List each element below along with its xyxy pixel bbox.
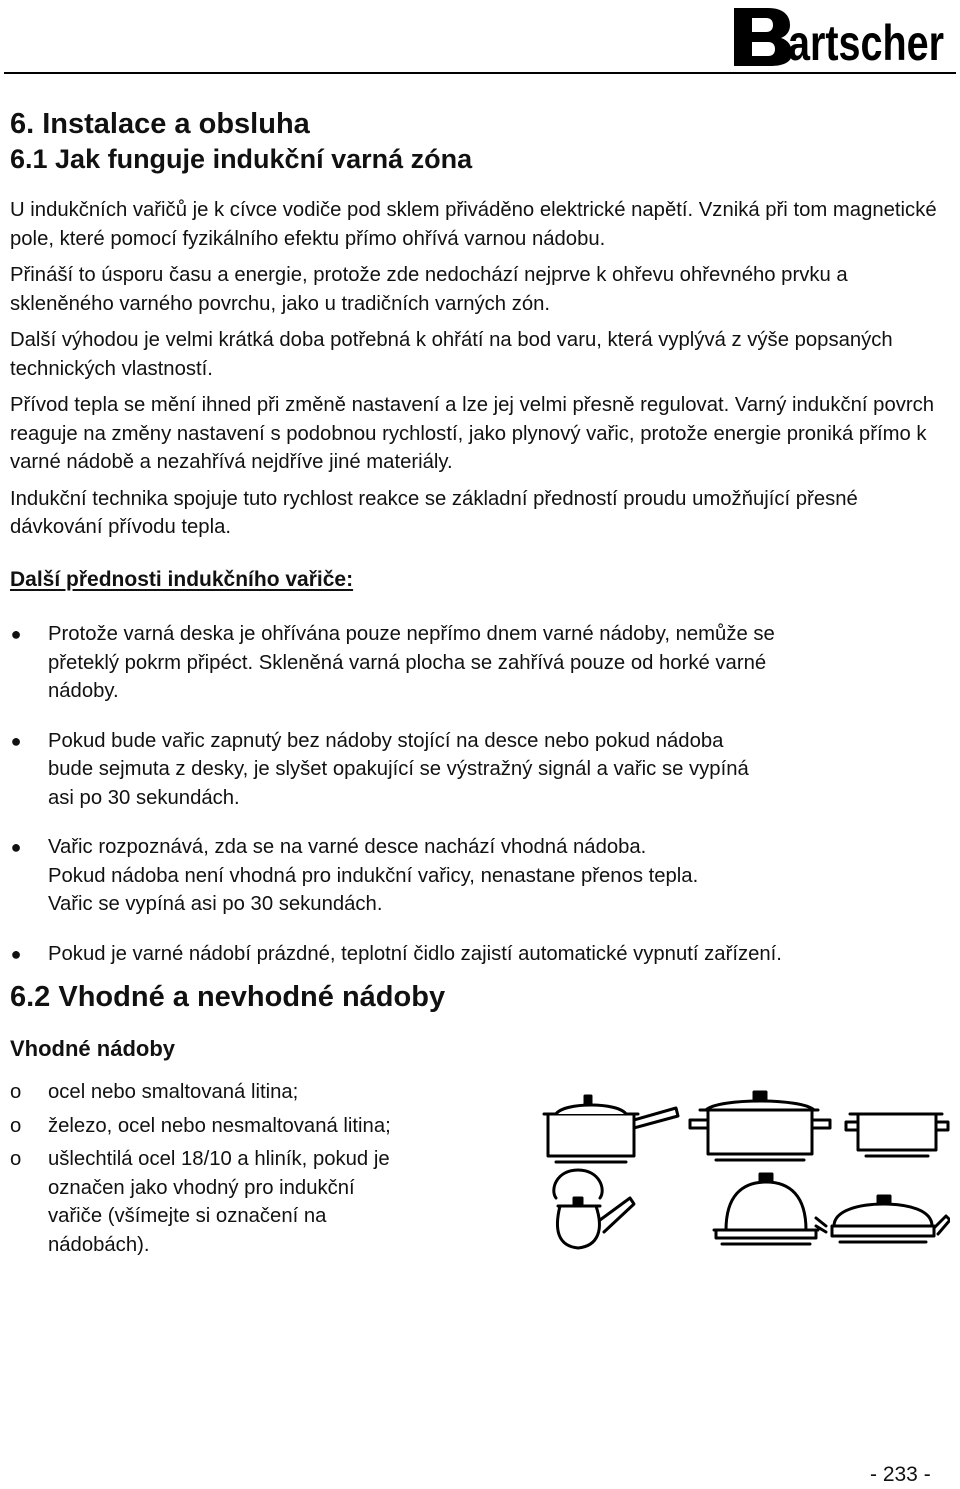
line: Vařic se vypíná asi po 30 sekundách.	[48, 893, 383, 915]
advantages-heading: Další přednosti indukčního vařiče:	[10, 568, 354, 591]
intro-text	[10, 196, 950, 550]
paragraph: Přívod tepla se mění ihned při změně nastavení a lze jej velmi přesně regulovat. Varný indukční povrch reaguje na změny nastavení s podobnou rychlostí, jako plynový vařic, protože energie proniká přímo k varné nádobě a nezahřívá nejdříve jiné materiály.	[10, 394, 935, 473]
roasting-pan-icon	[846, 1114, 948, 1156]
section-subtitle: 6.1 Jak funguje indukční varná zóna	[10, 144, 473, 174]
svg-text:artscher: artscher	[788, 15, 944, 66]
line: ušlechtilá ocel 18/10 a hliník, pokud je	[48, 1148, 390, 1170]
paragraph: U indukčních vařičů je k cívce vodiče pod sklem přiváděno elektrické napětí. Vzniká při tom magnetické pole, které pomocí fyzikálního efektu přímo ohřívá varnou nádobu.	[10, 199, 937, 250]
saucepan-icon	[544, 1096, 678, 1162]
section2-title: 6.2 Vhodné a nevhodné nádoby	[10, 981, 446, 1013]
paragraph: Indukční technika spojuje tuto rychlost reakce se základní předností proudu umožňující přesné dávkování přívodu tepla.	[10, 487, 858, 538]
bullet-icon: ●	[10, 624, 22, 644]
line: nádoby.	[48, 680, 119, 702]
line: nádobách).	[48, 1233, 150, 1256]
pot-icon	[690, 1092, 830, 1160]
line: Protože varná deska je ohřívána pouze nepřímo dnem varné nádoby, nemůže se	[48, 623, 775, 645]
line: přeteklý pokrm připéct. Skleněná varná plocha se zahřívá pouze od horké varné	[48, 651, 767, 674]
suitable-heading: Vhodné nádoby	[10, 1036, 175, 1061]
circle-bullet-icon: o	[10, 1114, 22, 1137]
advantages-list	[10, 620, 950, 989]
line: Pokud je varné nádobí prázdné, teplotní čidlo zajistí automatické vypnutí zařízení.	[48, 942, 782, 965]
list-item	[10, 1112, 470, 1141]
bullet-icon: ●	[10, 943, 22, 964]
circle-bullet-icon: o	[10, 1081, 22, 1103]
bullet-icon: ●	[10, 730, 22, 751]
bartscher-logo	[728, 4, 946, 66]
suitable-list	[10, 1078, 470, 1264]
list-item	[10, 1145, 470, 1259]
bullet-icon: ●	[10, 837, 22, 857]
line: označen jako vhodný pro indukční	[48, 1176, 355, 1199]
line: asi po 30 sekundách.	[48, 786, 240, 809]
covered-dish-icon	[714, 1174, 818, 1244]
line: bude sejmuta z desky, je slyšet opakující se výstražný signál a vařic se vypíná	[48, 758, 749, 780]
list-item	[10, 620, 950, 706]
list-item	[10, 940, 950, 969]
cookware-illustration	[530, 1070, 950, 1260]
line: Pokud nádoba není vhodná pro indukční vařicy, nenastane přenos tepla.	[48, 864, 699, 887]
line: Vařic rozpoznává, zda se na varné desce nachází vhodná nádoba.	[48, 836, 647, 858]
line: Pokud bude vařic zapnutý bez nádoby stojící na desce nebo pokud nádoba	[48, 729, 724, 752]
line: vařiče (všímejte si označení na	[48, 1205, 327, 1227]
frying-pan-icon	[816, 1196, 950, 1242]
line: ocel nebo smaltovaná litina;	[48, 1081, 299, 1103]
kettle-icon	[554, 1170, 634, 1248]
line: železo, ocel nebo nesmaltovaná litina;	[48, 1114, 391, 1137]
list-item	[10, 727, 950, 813]
paragraph: Další výhodou je velmi krátká doba potřebná k ohřátí na bod varu, která vyplývá z výše popsaných technických vlastností.	[10, 329, 893, 380]
page-number: - 233 -	[870, 1463, 931, 1486]
list-item	[10, 833, 950, 919]
paragraph: Přináší to úsporu času a energie, protože zde nedochází nejprve k ohřevu ohřevného prvku a skleněného varného povrchu, jako u tradičních varných zón.	[10, 264, 848, 315]
circle-bullet-icon: o	[10, 1148, 22, 1170]
header-rule	[4, 72, 956, 74]
section-title: 6. Instalace a obsluha	[10, 108, 310, 140]
list-item	[10, 1078, 470, 1107]
